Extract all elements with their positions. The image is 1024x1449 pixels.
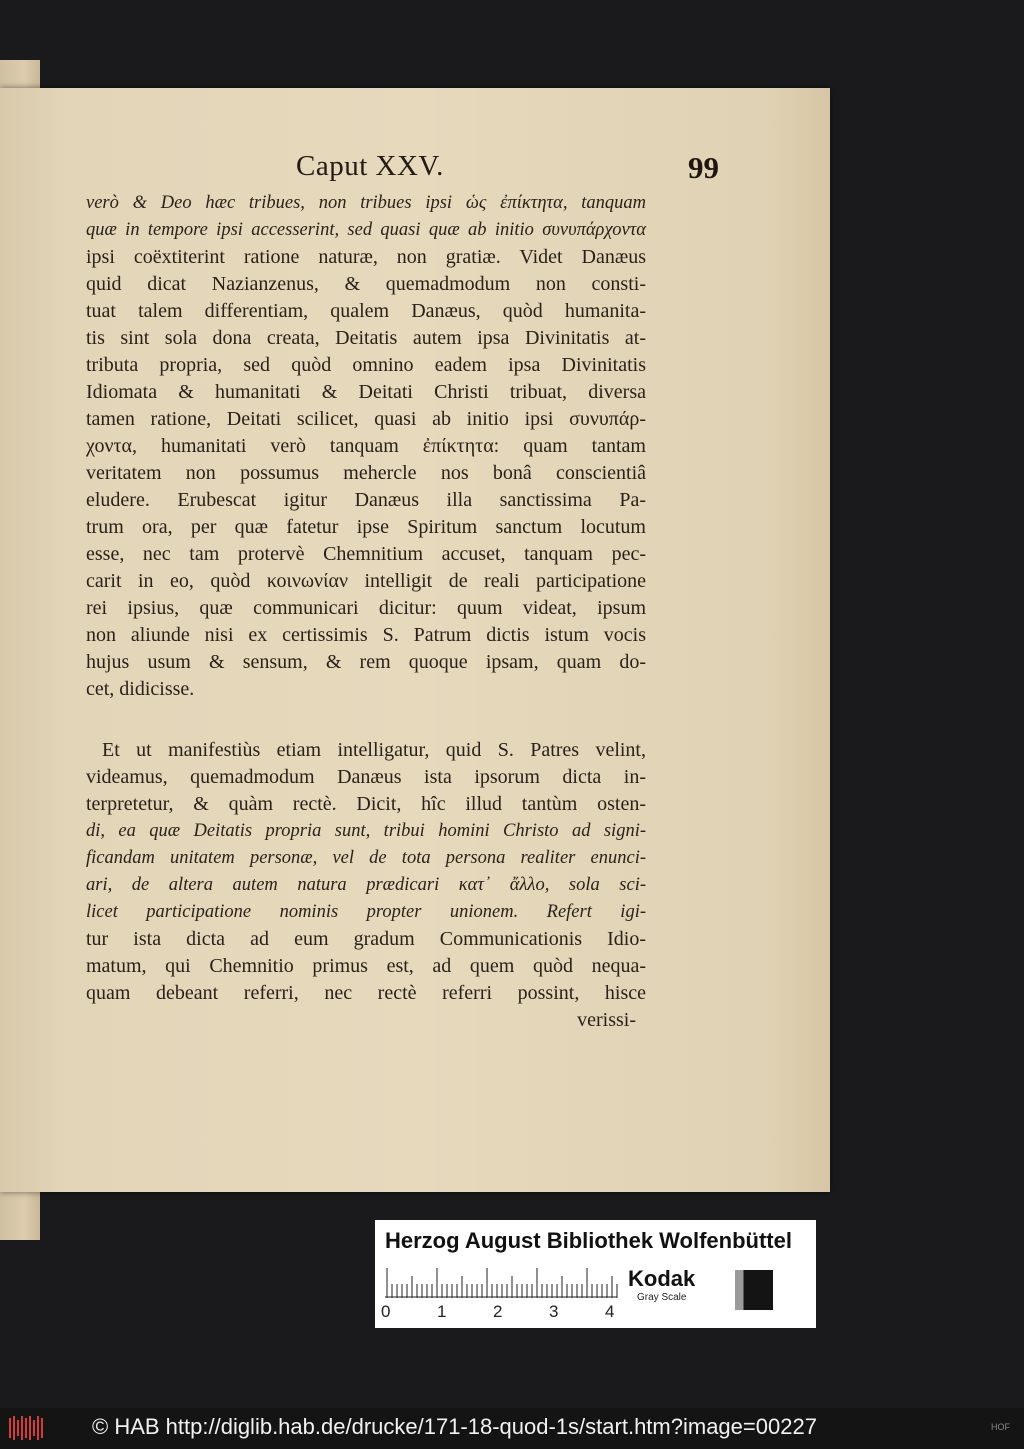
text-line: rei ipsius, quæ communicari dicitur: quum videat, ipsum [86, 597, 646, 619]
text-line: videamus, quemadmodum Danæus ista ipsorum dicta in- [86, 766, 646, 788]
text-line: ipsi coëxtiterint ratione naturæ, non gratiæ. Videt Danæus [86, 246, 646, 268]
text-line: ari, de altera autem natura prædicari κατ᾽ ἄλλο, sola sci- [86, 875, 646, 895]
book-page [0, 88, 830, 1192]
footer-mark: HOF [991, 1422, 1010, 1432]
footer-bar [0, 1408, 1024, 1449]
scale-numbers [381, 1302, 625, 1322]
text-line: cet, didicisse. [86, 678, 195, 700]
scale-number: 2 [493, 1302, 503, 1321]
text-line: verò & Deo hæc tribues, non tribues ipsi ὡς ἐπίκτητα, tanquam [86, 193, 646, 213]
running-head [0, 150, 830, 190]
catchword: verissi- [577, 1009, 636, 1031]
chapter-title: Caput XXV. [296, 150, 444, 182]
kodak-label: Kodak [628, 1266, 696, 1291]
text-line: carit in eo, quòd κοινωνίαν intelligit de reali participatione [86, 570, 646, 592]
text-line: licet participatione nominis propter unionem. Refert igi- [86, 902, 646, 922]
text-line: ficandam unitatem personæ, vel de tota persona realiter enunci- [86, 848, 646, 868]
text-line: veritatem non possumus mehercle nos bonâ conscientiâ [86, 462, 646, 484]
text-line: quam debeant referri, nec rectè referri possint, hisce [86, 982, 646, 1004]
hab-logo-icon [8, 1414, 46, 1442]
text-line: hujus usum & sensum, & rem quoque ipsam, quam do- [86, 651, 646, 673]
copyright-url: © HAB http://diglib.hab.de/drucke/171-18-quod-1s/start.htm?image=00227 [92, 1414, 817, 1439]
text-line: tur ista dicta ad eum gradum Communicationis Idio- [86, 928, 646, 950]
gray-patch [735, 1270, 773, 1310]
gray-scale-label: Gray Scale [637, 1292, 687, 1303]
text-line: terpretetur, & quàm rectè. Dicit, hîc illud tantùm osten- [86, 793, 646, 815]
scale-number: 3 [549, 1302, 559, 1321]
text-line: quid dicat Nazianzenus, & quemadmodum non consti- [86, 273, 646, 295]
text-line: quæ in tempore ipsi accesserint, sed quasi quæ ab initio συνυπάρχοντα [86, 220, 646, 240]
text-line: non aliunde nisi ex certissimis S. Patrum dictis istum vocis [86, 624, 646, 646]
text-line: trum ora, per quæ fatetur ipse Spiritum sanctum locutum [86, 516, 646, 538]
text-line: tamen ratione, Deitati scilicet, quasi ab initio ipsi συνυπάρ- [86, 408, 646, 430]
text-line: di, ea quæ Deitatis propria sunt, tribui homini Christo ad signi- [86, 821, 646, 841]
scale-number: 4 [605, 1302, 615, 1321]
paragraph-gap [86, 703, 646, 737]
text-line: Et ut manifestiùs etiam intelligatur, quid S. Patres velint, [102, 739, 646, 761]
text-line: matum, qui Chemnitio primus est, ad quem quòd nequa- [86, 955, 646, 977]
text-line: eludere. Erubescat igitur Danæus illa sanctissima Pa- [86, 489, 646, 511]
page-number: 99 [688, 150, 719, 185]
text-line: esse, nec tam protervè Chemnitium accuset, tanquam pec- [86, 543, 646, 565]
text-line: tributa propria, sed quòd omnino eadem ipsa Divinitatis [86, 354, 646, 376]
text-line: tuat talem differentiam, qualem Danæus, quòd humanita- [86, 300, 646, 322]
text-line: Idiomata & humanitati & Deitati Christi tribuat, diversa [86, 381, 646, 403]
scale-number: 0 [381, 1302, 391, 1321]
body-text [86, 190, 646, 1034]
text-line: tis sint sola dona creata, Deitatis autem ipsa Divinitatis at- [86, 327, 646, 349]
text-line: χοντα, humanitati verò tanquam ἐπίκτητα: quam tantam [86, 435, 646, 457]
scale-number: 1 [437, 1302, 447, 1321]
library-name: Herzog August Bibliothek Wolfenbüttel [385, 1228, 792, 1253]
library-color-card [375, 1220, 816, 1328]
scale-ruler [385, 1268, 625, 1298]
